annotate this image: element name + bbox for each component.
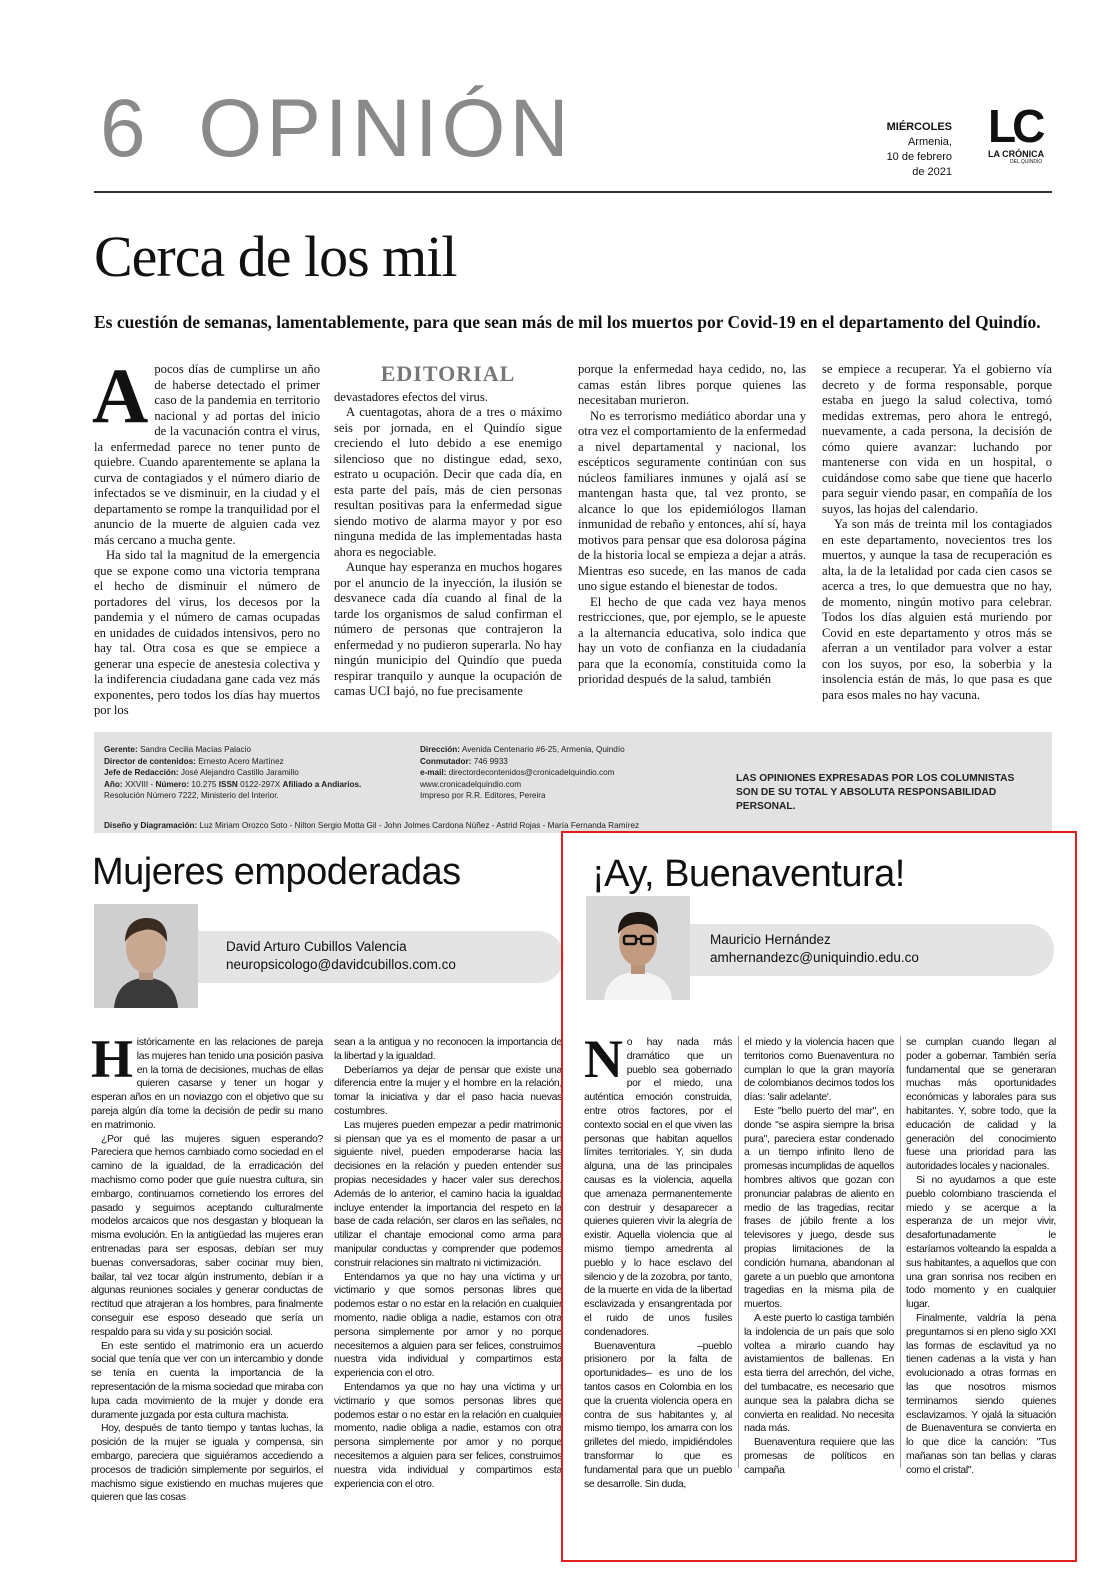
label: Diseño y Diagramación: — [104, 821, 198, 830]
editorial-column-4 — [822, 362, 1052, 724]
logo-sub: DEL QUINDÍO — [1010, 159, 1043, 165]
author-name: David Arturo Cubillos Valencia — [226, 939, 407, 954]
paragraph: El hecho de que cada vez haya menos restricciones, que, por ejemplo, se le apueste a la alternancia educativa, solo indica que hay un voto de confianza en la ciudadanía para que la economía, constituida como la prioridad después de la salud, también — [578, 594, 806, 686]
editorial-deck: Es cuestión de semanas, lamentablemente, para que sean más de mil los muertos por Covid-19 en el departamento del Quindío. — [94, 312, 1041, 332]
value: Afiliado a Andiarios. — [282, 779, 362, 789]
label: Conmutador: — [420, 756, 472, 766]
author-email[interactable]: neuropsicologo@davidcubillos.com.co — [226, 957, 456, 972]
paragraph: No es terrorismo mediático abordar una y otra vez el comportamiento de la enfermedad a nivel departamental y nacional, los escépticos seguramente continúan con sus núcleos familiares inmunes y ojalá así se mantengan hasta que, tal vez pronto, se alcance lo que los epidemiólogos llaman inmunidad de rebaño y entonces, ahí sí, haya motivos para pensar que esa dolorosa página de la historia local se empieza a dejar a atrás. Mientras eso sucede, en las manos de cada uno sigue estando el bienestar de todos. — [578, 408, 806, 593]
value: XXVIII - — [124, 779, 154, 789]
paragraph: Deberíamos ya dejar de pensar que existe una diferencia entre la mujer y el hombre en la relación, tomar la iniciativa y dar el paso hacia nuevas costumbres. — [334, 1064, 562, 1117]
editorial-dropcap: A — [92, 352, 149, 439]
paragraph: sean a la antigua y no reconocen la importancia de la libertad y la igualdad. — [334, 1037, 562, 1062]
paragraph: Si no ayudamos a que este pueblo colombiano trascienda el miedo y se acerque a la esperanza de un mejor vivir, desafortunadamente le estaríamos volteando la espalda a sus habitantes, a aquellos que con una gran sonrisa nos reciben en todo momento y en cualquier lugar. — [906, 1174, 1056, 1311]
paragraph: se cumplan cuando llegan al poder a gobernar. También sería fundamental que se generaran muchas más oportunidades económicas y laborales para sus habitantes. Y, sobre todo, que la educación de calidad y la generación del conocimiento fuese una prioridad para las autoridades locales y nacionales. — [906, 1037, 1056, 1173]
paragraph: istóricamente en las relaciones de pareja las mujeres han tenido una posición pasiva en la toma de decisiones, muchas de ellas quieren casarse y tener un hogar y esperan años en un noviazgo con el objetivo que su pareja algún día tome la decisión de pedir su mano en matrimonio. — [91, 1037, 323, 1131]
column-dropcap: H — [91, 1029, 133, 1089]
paragraph: A este puerto lo castiga también la indolencia de un país que solo voltea a mirarlo cuando hay avistamientos de ballenas. En esta tierra del arrechón, del viche, del tumbacatre, es necesario que aunque sea la palabra dicha se convierta en realidad. No necesita nada más. — [744, 1312, 894, 1435]
avatar — [94, 904, 198, 1008]
column-title-right: ¡Ay, Buenaventura! — [592, 853, 905, 895]
column-left-text-1 — [91, 1029, 323, 1504]
paragraph: Entendamos ya que no hay una víctima y un victimario y que somos personas libres que podemos estar o no estar en la relación en cualquier momento, nadie obliga a nadie, estamos con otra persona simplemente por amor y no porque necesitemos a alguien para ser felices, construimos nuestra vida individual y compartimos esta experiencia con el otro. — [334, 1271, 562, 1380]
label: Jefe de Redacción: — [104, 768, 179, 778]
value: 0122-297X — [240, 779, 281, 789]
paragraph: Buenaventura –pueblo prisionero por la falta de oportunidades– es uno de los tantos casos en Colombia en los que la cruenta violencia opera en contra de sus habitantes y, al mismo tiempo, los amarra con los grilletes del miedo, impidiéndoles transformar lo que es fundamental para que un pueblo se desarrolle. Sin duda, — [584, 1340, 732, 1490]
label: Director de contenidos: — [104, 756, 196, 766]
date-day: 10 de febrero — [886, 151, 952, 163]
column-dropcap: N — [584, 1029, 623, 1089]
paragraph: Buenaventura requiere que las promesas de políticos en campaña — [744, 1437, 894, 1476]
author-email[interactable]: amhernandezc@uniquindio.edu.co — [710, 950, 919, 965]
author-photo-icon — [94, 904, 198, 1008]
value: Avenida Centenario #6-25, Armenia, Quindío — [461, 745, 625, 754]
label: Gerente: — [104, 745, 138, 754]
paragraph: Finalmente, valdría la pena preguntarnos si en pleno siglo XXI las formas de esclavitud ya no tienen cadenas a la vista y han evolucionado a otras formas en las que nosotros mismos terminamos siendo quienes esclavizamos. Y ojalá la situación de Buenaventura se convierta en lo que dice la canción: "Tus mañanas son tan bellas y claras como el cristal". — [906, 1312, 1056, 1476]
column-title-left: Mujeres empoderadas — [92, 851, 461, 893]
masthead-box — [94, 732, 1052, 833]
newspaper-logo — [988, 100, 1068, 165]
masthead-contact — [420, 744, 625, 802]
masthead-staff — [104, 744, 361, 802]
paragraph: Ya son más de treinta mil los contagiados en este departamento, novecientos tres los muertos, y aunque la tasa de recuperación es alta, la de la letalidad por cada cien casos se acerca a tres, lo que demuestra que no hay, de momento, ningún motivo para celebrar. Todos los días alguien está muriendo por Covid en este departamento y otros más se aferran a un ventilador para volver a estar con los suyos, por eso, la soberbia y la insolencia están de más, lo que pasa es que para esos males no hay vacuna. — [822, 517, 1052, 702]
paragraph: Hoy, después de tanto tiempo y tantas luchas, la posición de la mujer se iguala y compensa, sin embargo, pareciera que siguiéramos accediendo a procesos de tradición simplemente por seguirlos, el machismo sigue existiendo en muchas mujeres que quieren que las cosas — [91, 1423, 323, 1504]
column-left-text-2 — [334, 1036, 562, 1490]
paragraph: el miedo y la violencia hacen que territorios como Buenaventura no cumplan lo que la gran mayoría de colombianos decimos todos los días: 'salir adelante'. — [744, 1037, 894, 1104]
paragraph: En este sentido el matrimonio era un acuerdo social que tenía que ver con un intercambio y donde se tenía en cuenta la importancia de la representación de la misma sociedad que miraba con lupa cada movimiento de la mujer y donde era duramente juzgada por esta cultura machista. — [91, 1340, 323, 1421]
value: Ernesto Acero Martínez — [198, 756, 284, 766]
editorial-headline: Cerca de los mil — [94, 224, 457, 289]
date-year: de 2021 — [912, 166, 952, 178]
editorial-column-1 — [92, 352, 320, 724]
website-link[interactable]: www.cronicadelquindio.com — [420, 779, 522, 789]
disclaimer-note: LAS OPINIONES EXPRESADAS POR LOS COLUMNISTAS SON DE SU TOTAL Y ABSOLUTA RESPONSABILIDAD PERSONAL. — [736, 773, 1015, 812]
value: Sandra Cecilia Macías Palacio — [139, 745, 251, 754]
author-name: Mauricio Hernández — [710, 932, 831, 947]
publication-date — [887, 120, 952, 180]
label: ISSN — [218, 779, 238, 789]
paragraph: Las mujeres pueden empezar a pedir matrimonio si piensan que ya es el momento de pasar a un siguiente nivel, pueden empoderarse hacia las decisiones en la relación y pueden entender sus propias necesidades y hacer valer sus derechos. Además de lo anterior, el camino hacia la igualdad incluye entender la importancia del respeto en la base de cada relación, ser claros en las señales, no utilizar el chantaje emocional como arma para manipular conductas y comprender que podemos construir relaciones sin maltrato ni victimización. — [334, 1119, 562, 1269]
value: Luz Miriam Orozco Soto - Nilton Sergio Motta Gil - John Jolmes Cardona Núñez - Astrid Rojas - María Fernanda Ramírez — [199, 821, 640, 830]
design-credits — [104, 820, 639, 832]
section-name: OPINIÓN — [198, 83, 573, 174]
paragraph: pocos días de cumplirse un año de haberse detectado el primer caso de la pandemia en territorio nacional y ad portas del inicio de la vacunación contra el virus, la enfermedad parece no tener punto de quiebre. Cuando aparentemente se aplana la curva de contagiados y el número diario de infectados se ve disminuir, en la ciudad y el departamento se rompe la tranquilidad por el anuncio de la muerte de alguien cada vez más cercano a mucha gente. — [94, 362, 320, 547]
editorial-column-2 — [334, 358, 562, 724]
value: Resolución Número 7222, Ministerio del Interior. — [104, 791, 279, 801]
label: Número: — [155, 779, 190, 789]
date-weekday: MIÉRCOLES — [886, 121, 952, 133]
label: Dirección: — [420, 745, 461, 754]
paragraph: devastadores efectos del virus. — [334, 389, 488, 404]
section-header — [100, 83, 573, 174]
paragraph: Entendamos ya que no hay una víctima y un victimario y que somos personas libres que podemos estar o no estar en la relación en cualquier momento, nadie obliga a nadie, estamos con otra persona simplemente por amor y no porque necesitemos a alguien para ser felices, construimos nuestra vida individual y compartimos esta experiencia con el otro. — [334, 1381, 562, 1490]
label: e-mail: — [420, 768, 447, 778]
logo-name: LA CRÓNICA — [988, 149, 1045, 159]
value: José Alejandro Castillo Jaramillo — [180, 768, 299, 778]
selection-highlight — [561, 831, 1077, 1562]
email-link[interactable]: directordecontenidos@cronicadelquindio.com — [448, 768, 615, 778]
date-city: Armenia, — [907, 136, 952, 148]
paragraph: Ha sido tal la magnitud de la emergencia que se expone como una victoria temprana el hecho de disminuir el número de portadores del virus, los decesos por la pandemia y el número de camas ocupadas en unidades de cuidados intensivos, pero no hay tal. Otra cosa es que se empiece a generar una especie de anestesia colectiva y la indiferencia ciudadana gane cada vez más exponentes, pero todos los días hay muertos por los — [94, 548, 320, 717]
page-number: 6 — [100, 83, 150, 174]
paragraph: porque la enfermedad haya cedido, no, las camas están libres porque quienes las necesitaban murieron. — [578, 362, 806, 407]
value: 10.275 — [191, 779, 217, 789]
paragraph: ¿Por qué las mujeres siguen esperando? Pareciera que hemos cambiado como sociedad en el camino de la igualdad, de la erradicación del machismo como poder que guíe nuestra cultura, sin embargo, continuamos cometiendo los errores del pasado y seguimos aceptando culturalmente modelos arcaicos que nos desgastan y bloquean la misma evolución. En la antigüedad las mujeres eran entrenadas para ser esposas, debían ser muy buenas conversadoras, saber cocinar muy bien, bailar, tal vez tocar algún instrumento, debían ir a algunas reuniones sociales y generar conductas de rectitud que atrajeran a los hombres, para finalmente conseguir ese esposo deseado que sería un respaldo para su vida y su posición social. — [91, 1133, 323, 1338]
paragraph: Este "bello puerto del mar", en donde "se aspira siempre la brisa pura", pareciera estar condenado a un tiempo infinito lleno de promesas incumplidas de aquellos hombres altivos que gozan con pronunciar palabras de aliento en medio de las tragedias, recitar frases de júbilo frente a los televisores y juego, desde sus propias limitaciones de la condición humana, abandonan al garete a un pueblo que amontona tragedias en la misma pila de muertos. — [744, 1105, 894, 1311]
editorial-column-3 — [578, 362, 806, 724]
label: Año: — [104, 779, 123, 789]
paragraph: Aunque hay esperanza en muchos hogares por el anuncio de la inyección, la ilusión se desvanece cada día cuando al final de la tarde los organismos de salud confirman el número de personas que contrajeron la enfermedad y no pudieron superarla. No hay ningún municipio del Quindío que pueda respirar tranquilo y aunque la ocupación de camas UCI bajó, no fue precisamente — [334, 560, 562, 698]
paragraph: se empiece a recuperar. Ya el gobierno vía decreto y de forma responsable, porque estaba en juego la salud colectiva, tomó medidas extremas, pero ahora le entregó, nuevamente, a cada persona, la decisión de cómo quiere avanzar: luchando por mantenerse con vida en un hospital, o cuidándose como sabe que tiene que hacerlo para seguir viendo pasar, en compañía de los suyos, las hojas del calendario. — [822, 362, 1052, 516]
paragraph: A cuentagotas, ahora de a tres o máximo seis por jornada, en el Quindío sigue creciendo el luto debido a ese enemigo silencioso que no distingue edad, sexo, estrato u ocupación. Decir que cada día, en esta parte del país, más de cien personas resultan positivas para la enfermedad sigue siendo motivo de alarma mayor y por eso ninguna medida de las implementadas hasta ahora es negociable. — [334, 405, 562, 559]
logo-mark: LC — [988, 100, 1042, 152]
value: 746 9933 — [473, 756, 508, 766]
editorial-label: EDITORIAL — [380, 361, 516, 386]
paragraph: o hay nada más dramático que un pueblo sea gobernado por el miedo, una auténtica emoción construida, entre otros factores, por el contexto social en el que viven las personas que habitan aquellos límites territoriales. Y, sin duda alguna, una de las principales causas es la violencia, aquella que amenaza permanentemente con destruir y desaparecer a quienes quieren vivir la alegría de existir. Aquella violencia que al mismo tiempo amedrenta al pueblo y lo hace esclavo del silencio y de la zozobra, por tanto, de la muerte en vida de la libertad esclavizada y ensangrentada por el ruido de unos fusiles condenadores. — [584, 1037, 732, 1338]
byline-left — [148, 931, 564, 983]
value: Impreso por R.R. Editores, Pereira — [420, 791, 546, 801]
header-rule — [94, 191, 1052, 193]
